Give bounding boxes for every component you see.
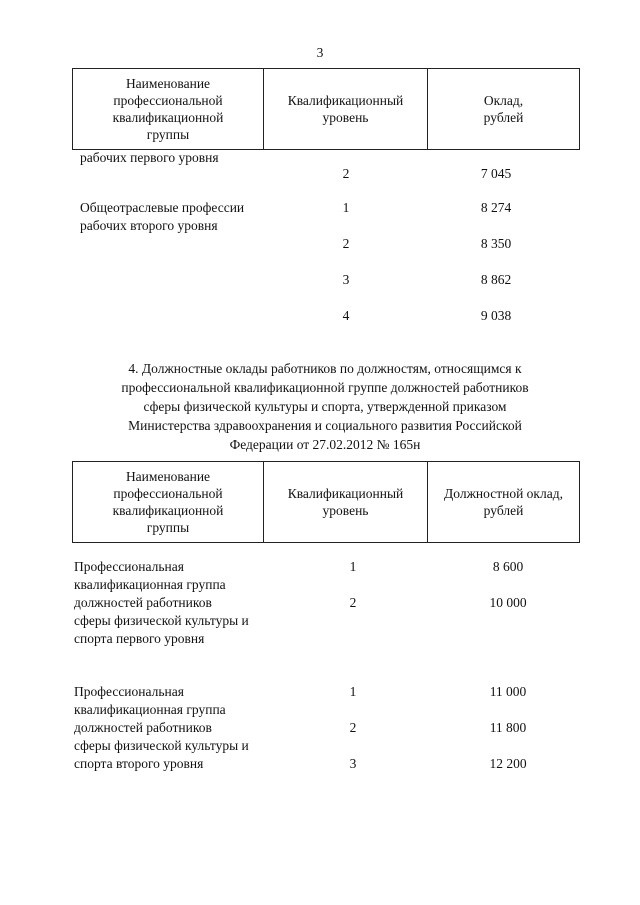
group-name-line: Профессиональная	[74, 559, 184, 574]
amount-cell: 8 862	[480, 272, 512, 287]
header-line: уровень	[322, 110, 369, 125]
section-heading-line: Министерства здравоохранения и социального развития Российской	[128, 418, 522, 433]
amount-cell: 8 274	[480, 200, 512, 215]
header-line: группы	[146, 127, 190, 142]
header-line: Наименование	[125, 469, 211, 484]
group-name-line: Общеотраслевые профессии	[80, 200, 245, 215]
header-line: Оклад,	[483, 93, 524, 108]
level-cell: 1	[349, 559, 357, 574]
group-name	[74, 558, 249, 648]
table2-header	[72, 461, 580, 543]
header-line: квалификационной	[112, 503, 224, 518]
amount-cell: 10 000	[489, 595, 527, 610]
amount-cell: 7 045	[480, 166, 512, 181]
group-name-line: рабочих второго уровня	[80, 218, 218, 233]
group-name-line: квалификационная группа	[74, 702, 226, 717]
amount-cell: 8 350	[480, 236, 512, 251]
header-line: рублей	[483, 503, 524, 518]
header-line: Наименование	[125, 76, 211, 91]
header-line: Квалификационный	[287, 93, 404, 108]
section-heading-line: сферы физической культуры и спорта, утвержденной приказом	[143, 399, 507, 414]
level-cell: 3	[342, 272, 350, 287]
level-cell: 2	[349, 720, 357, 735]
amount-cell: 11 800	[489, 720, 527, 735]
group-name-line: Профессиональная	[74, 684, 184, 699]
level-cell: 2	[349, 595, 357, 610]
group-name	[80, 199, 244, 235]
header-line: профессиональной	[113, 486, 223, 501]
amount-cell: 11 000	[489, 684, 527, 699]
group-name-line: спорта второго уровня	[74, 756, 204, 771]
group-name-line: сферы физической культуры и	[74, 613, 249, 628]
page-number: 3	[316, 45, 324, 60]
section-heading	[72, 359, 578, 454]
level-cell: 1	[342, 200, 350, 215]
header-group-name	[73, 462, 263, 542]
group-name-line: должностей работников	[74, 720, 212, 735]
header-line: профессиональной	[113, 93, 223, 108]
group-name	[74, 683, 249, 773]
section-heading-line: профессиональной квалификационной группе должностей работников	[121, 380, 529, 395]
header-salary	[428, 69, 579, 149]
amount-cell: 9 038	[480, 308, 512, 323]
header-line: квалификационной	[112, 110, 224, 125]
level-cell: 2	[342, 236, 350, 251]
level-cell: 4	[342, 308, 350, 323]
section-heading-line: Федерации от 27.02.2012 № 165н	[229, 437, 421, 452]
header-line: рублей	[483, 110, 524, 125]
level-cell: 3	[349, 756, 357, 771]
group-name-line: должностей работников	[74, 595, 212, 610]
header-qualification-level	[264, 69, 427, 149]
level-cell: 2	[342, 166, 350, 181]
amount-cell: 12 200	[489, 756, 527, 771]
header-salary	[428, 462, 579, 542]
table1-header	[72, 68, 580, 150]
group-name-line: сферы физической культуры и	[74, 738, 249, 753]
header-line: Квалификационный	[287, 486, 404, 501]
header-line: группы	[146, 520, 190, 535]
section-heading-line: 4. Должностные оклады работников по должностям, относящимся к	[128, 361, 522, 376]
header-qualification-level	[264, 462, 427, 542]
group-name-line: спорта первого уровня	[74, 631, 205, 646]
header-group-name	[73, 69, 263, 149]
level-cell: 1	[349, 684, 357, 699]
group-name-line: квалификационная группа	[74, 577, 226, 592]
header-line: уровень	[322, 503, 369, 518]
header-line: Должностной оклад,	[444, 486, 563, 501]
amount-cell: 8 600	[492, 559, 524, 574]
continued-group-name: рабочих первого уровня	[80, 150, 219, 165]
